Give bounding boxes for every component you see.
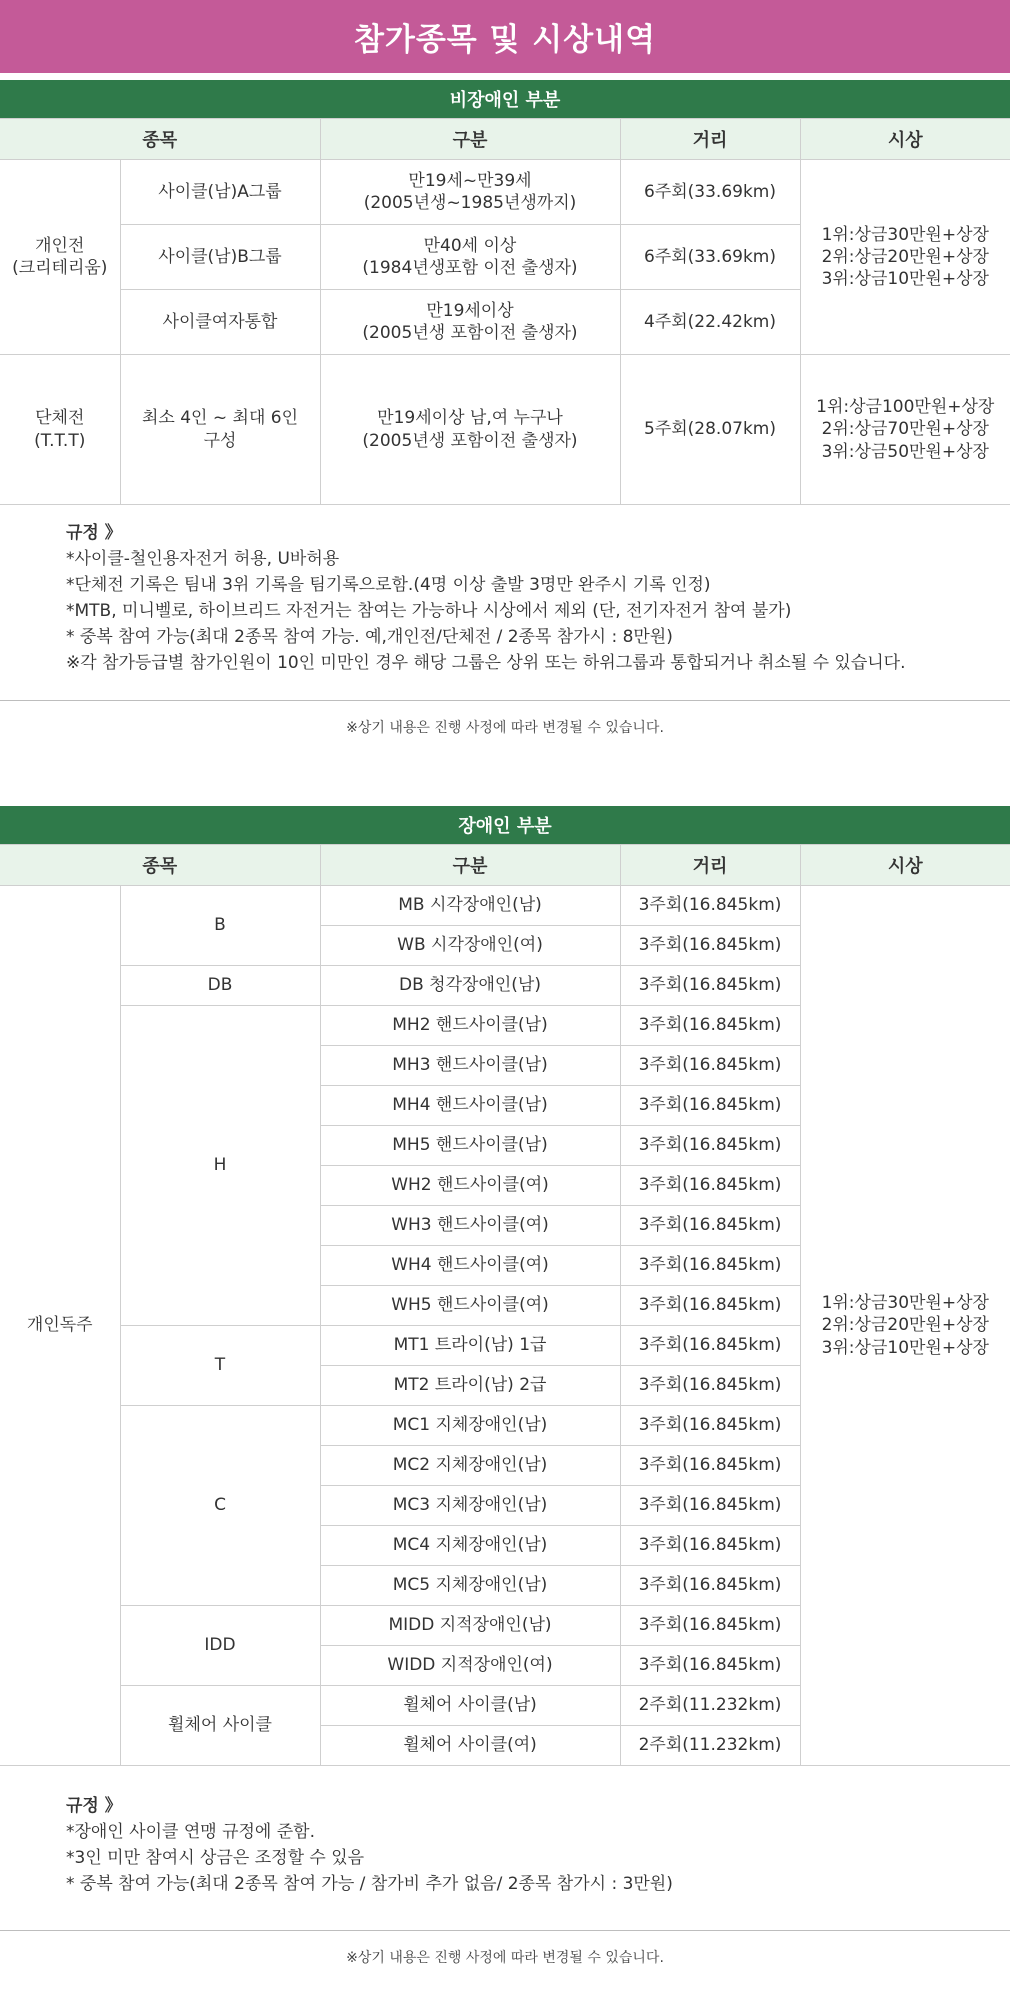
division-cell: MC1 지체장애인(남) — [320, 1406, 620, 1446]
table-header-row — [0, 119, 1010, 160]
rule-item: * 중복 참여 가능(최대 2종목 참여 가능 / 참가비 추가 없음/ 2종목 참가시 : 3만원) — [66, 1874, 673, 1894]
group-label: C — [120, 1406, 320, 1606]
event-cell: 사이클여자통합 — [120, 290, 320, 355]
distance-cell: 3주회(16.845km) — [620, 1086, 800, 1126]
group-label: H — [120, 1006, 320, 1326]
group-label: DB — [120, 966, 320, 1006]
header-event: 종목 — [0, 119, 320, 160]
rule-item: * 중복 참여 가능(최대 2종목 참여 가능. 예,개인전/단체전 / 2종목 참가시 : 8만원) — [66, 627, 673, 647]
division-cell: WH3 핸드사이클(여) — [320, 1206, 620, 1246]
division-cell: 만19세~만39세 (2005년생~1985년생까지) — [320, 160, 620, 225]
table-row — [0, 355, 1010, 505]
group-label: B — [120, 886, 320, 966]
table-header-row — [0, 845, 1010, 886]
table-row — [0, 160, 1010, 225]
distance-cell: 3주회(16.845km) — [620, 1006, 800, 1046]
header-award: 시상 — [800, 845, 1010, 886]
award-cell: 1위:상금30만원+상장 2위:상금20만원+상장 3위:상금10만원+상장 — [800, 886, 1010, 1766]
distance-cell: 3주회(16.845km) — [620, 1286, 800, 1326]
distance-cell: 2주회(11.232km) — [620, 1726, 800, 1766]
header-division: 구분 — [320, 119, 620, 160]
division-cell: MH2 핸드사이클(남) — [320, 1006, 620, 1046]
section-title: 장애인 부분 — [0, 806, 1010, 844]
rules-title: 규정 》 — [66, 1796, 122, 1816]
division-cell: MC3 지체장애인(남) — [320, 1486, 620, 1526]
group-label: 휠체어 사이클 — [120, 1686, 320, 1766]
distance-cell: 6주회(33.69km) — [620, 225, 800, 290]
event-cell: 최소 4인 ~ 최대 6인 구성 — [120, 355, 320, 505]
division-cell: MC5 지체장애인(남) — [320, 1566, 620, 1606]
event-cell: 사이클(남)B그룹 — [120, 225, 320, 290]
division-cell: 휠체어 사이클(여) — [320, 1726, 620, 1766]
non-disabled-section — [0, 80, 1010, 505]
division-cell: 만40세 이상 (1984년생포함 이전 출생자) — [320, 225, 620, 290]
category-label: 개인독주 — [0, 886, 120, 1766]
distance-cell: 3주회(16.845km) — [620, 1526, 800, 1566]
award-cell: 1위:상금30만원+상장 2위:상금20만원+상장 3위:상금10만원+상장 — [800, 160, 1010, 355]
distance-cell: 3주회(16.845km) — [620, 1446, 800, 1486]
distance-cell: 6주회(33.69km) — [620, 160, 800, 225]
group-label: T — [120, 1326, 320, 1406]
award-cell: 1위:상금100만원+상장 2위:상금70만원+상장 3위:상금50만원+상장 — [800, 355, 1010, 505]
notice-text: ※상기 내용은 진행 사정에 따라 변경될 수 있습니다. — [346, 1950, 664, 1966]
team-label: 단체전 (T.T.T) — [0, 355, 120, 505]
division-cell: WH4 핸드사이클(여) — [320, 1246, 620, 1286]
distance-cell: 3주회(16.845km) — [620, 1166, 800, 1206]
division-cell: MIDD 지적장애인(남) — [320, 1606, 620, 1646]
rule-item: ※각 참가등급별 참가인원이 10인 미만인 경우 해당 그룹은 상위 또는 하위그룹과 통합되거나 취소될 수 있습니다. — [66, 653, 906, 673]
header-distance: 거리 — [620, 119, 800, 160]
rule-item: *장애인 사이클 연맹 규정에 준함. — [66, 1822, 316, 1842]
rule-item: *3인 미만 참여시 상금은 조정할 수 있음 — [66, 1848, 365, 1868]
distance-cell: 3주회(16.845km) — [620, 1566, 800, 1606]
distance-cell: 5주회(28.07km) — [620, 355, 800, 505]
distance-cell: 3주회(16.845km) — [620, 1646, 800, 1686]
disabled-section — [0, 806, 1010, 1766]
group-label: IDD — [120, 1606, 320, 1686]
header-event: 종목 — [0, 845, 320, 886]
divider — [0, 700, 1010, 701]
division-cell: MH4 핸드사이클(남) — [320, 1086, 620, 1126]
table-row — [0, 886, 1010, 926]
disabled-table — [0, 844, 1010, 1766]
distance-cell: 2주회(11.232km) — [620, 1686, 800, 1726]
division-cell: WH5 핸드사이클(여) — [320, 1286, 620, 1326]
rules-block — [66, 1793, 673, 1897]
distance-cell: 3주회(16.845km) — [620, 886, 800, 926]
rules-title: 규정 》 — [66, 523, 122, 543]
divider — [0, 1930, 1010, 1931]
division-cell: MC4 지체장애인(남) — [320, 1526, 620, 1566]
rule-item: *MTB, 미니벨로, 하이브리드 자전거는 참여는 가능하나 시상에서 제외 (단, 전기자전거 참여 불가) — [66, 601, 792, 621]
division-cell: 만19세이상 남,여 누구나 (2005년생 포함이전 출생자) — [320, 355, 620, 505]
distance-cell: 3주회(16.845km) — [620, 966, 800, 1006]
distance-cell: 3주회(16.845km) — [620, 1366, 800, 1406]
division-cell: MT1 트라이(남) 1급 — [320, 1326, 620, 1366]
individual-label: 개인전 (크리테리움) — [0, 160, 120, 355]
division-cell: WB 시각장애인(여) — [320, 926, 620, 966]
distance-cell: 4주회(22.42km) — [620, 290, 800, 355]
distance-cell: 3주회(16.845km) — [620, 1326, 800, 1366]
header-award: 시상 — [800, 119, 1010, 160]
distance-cell: 3주회(16.845km) — [620, 1246, 800, 1286]
distance-cell: 3주회(16.845km) — [620, 1126, 800, 1166]
division-cell: 휠체어 사이클(남) — [320, 1686, 620, 1726]
distance-cell: 3주회(16.845km) — [620, 1206, 800, 1246]
page-title: 참가종목 및 시상내역 — [353, 22, 657, 58]
division-cell: MH5 핸드사이클(남) — [320, 1126, 620, 1166]
division-cell: MB 시각장애인(남) — [320, 886, 620, 926]
distance-cell: 3주회(16.845km) — [620, 926, 800, 966]
division-cell: 만19세이상 (2005년생 포함이전 출생자) — [320, 290, 620, 355]
distance-cell: 3주회(16.845km) — [620, 1046, 800, 1086]
division-cell: DB 청각장애인(남) — [320, 966, 620, 1006]
event-cell: 사이클(남)A그룹 — [120, 160, 320, 225]
rules-block — [66, 520, 906, 676]
division-cell: WIDD 지적장애인(여) — [320, 1646, 620, 1686]
non-disabled-table — [0, 118, 1010, 505]
header-division: 구분 — [320, 845, 620, 886]
section-title: 비장애인 부분 — [0, 80, 1010, 118]
rule-item: *단체전 기록은 팀내 3위 기록을 팀기록으로함.(4명 이상 출발 3명만 완주시 기록 인정) — [66, 575, 711, 595]
page-banner — [0, 0, 1010, 73]
notice-text: ※상기 내용은 진행 사정에 따라 변경될 수 있습니다. — [346, 720, 664, 736]
division-cell: MC2 지체장애인(남) — [320, 1446, 620, 1486]
division-cell: MT2 트라이(남) 2급 — [320, 1366, 620, 1406]
header-distance: 거리 — [620, 845, 800, 886]
distance-cell: 3주회(16.845km) — [620, 1406, 800, 1446]
rule-item: *사이클-철인용자전거 허용, U바허용 — [66, 549, 340, 569]
distance-cell: 3주회(16.845km) — [620, 1486, 800, 1526]
division-cell: WH2 핸드사이클(여) — [320, 1166, 620, 1206]
division-cell: MH3 핸드사이클(남) — [320, 1046, 620, 1086]
distance-cell: 3주회(16.845km) — [620, 1606, 800, 1646]
